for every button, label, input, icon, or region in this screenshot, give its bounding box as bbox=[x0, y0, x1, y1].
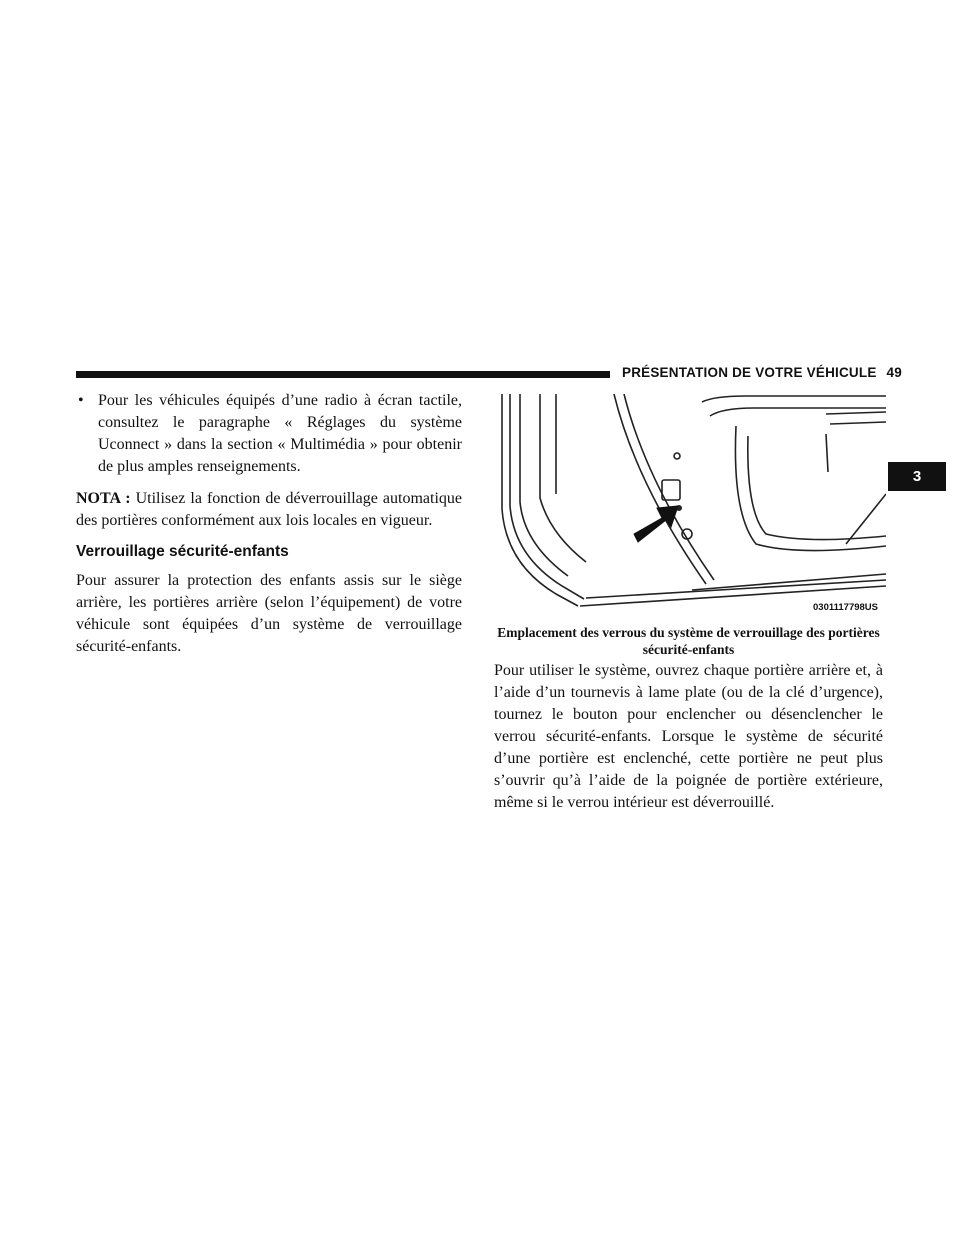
note-paragraph bbox=[76, 488, 462, 532]
bullet-text: Pour les véhicules équipés d’une radio à écran tactile, consultez le paragraphe « Réglages du système Uconnect » dans la section « Multimédia » pour obtenir de plus amples renseignements. bbox=[98, 392, 462, 475]
section-title: PRÉSENTATION DE VOTRE VÉHICULE bbox=[622, 365, 877, 380]
note-label: NOTA : bbox=[76, 490, 131, 507]
figure-caption: Emplacement des verrous du système de verrouillage des portières sécurité-enfants bbox=[497, 625, 880, 657]
right-column bbox=[494, 660, 883, 814]
bullet-icon: • bbox=[78, 392, 84, 409]
header-rule bbox=[76, 371, 610, 378]
instruction-paragraph: Pour utiliser le système, ouvrez chaque portière arrière et, à l’aide d’un tournevis à lame plate (ou de la clé d’urgence), tournez le bouton pour enclencher ou désenclencher le verrou sécurité-enfants. Lorsque le système de sécurité d’une portière est enclenché, cette portière ne peut plus s’ouvrir qu’à l’aide de la poignée de portière extérieure, même si le verrou intérieur est déverrouillé. bbox=[494, 662, 883, 811]
note-text: Utilisez la fonction de déverrouillage automatique des portières conformément aux lois locales en vigueur. bbox=[76, 490, 463, 529]
page-number: 49 bbox=[886, 365, 902, 380]
bullet-item bbox=[76, 390, 462, 478]
door-lock-illustration bbox=[496, 394, 886, 616]
pointer-arrow-icon bbox=[634, 506, 678, 542]
running-header bbox=[622, 365, 902, 380]
section-heading: Verrouillage sécurité-enfants bbox=[76, 543, 289, 560]
left-column bbox=[76, 390, 462, 658]
image-code: 0301117798US bbox=[813, 602, 878, 613]
body-paragraph: Pour assurer la protection des enfants assis sur le siège arrière, les portières arrière (selon l’équipement) de votre véhicule sont équipées d’un système de verrouillage sécurité-enfants. bbox=[76, 572, 462, 655]
chapter-tab: 3 bbox=[888, 462, 946, 491]
door-illustration-svg bbox=[496, 394, 886, 616]
